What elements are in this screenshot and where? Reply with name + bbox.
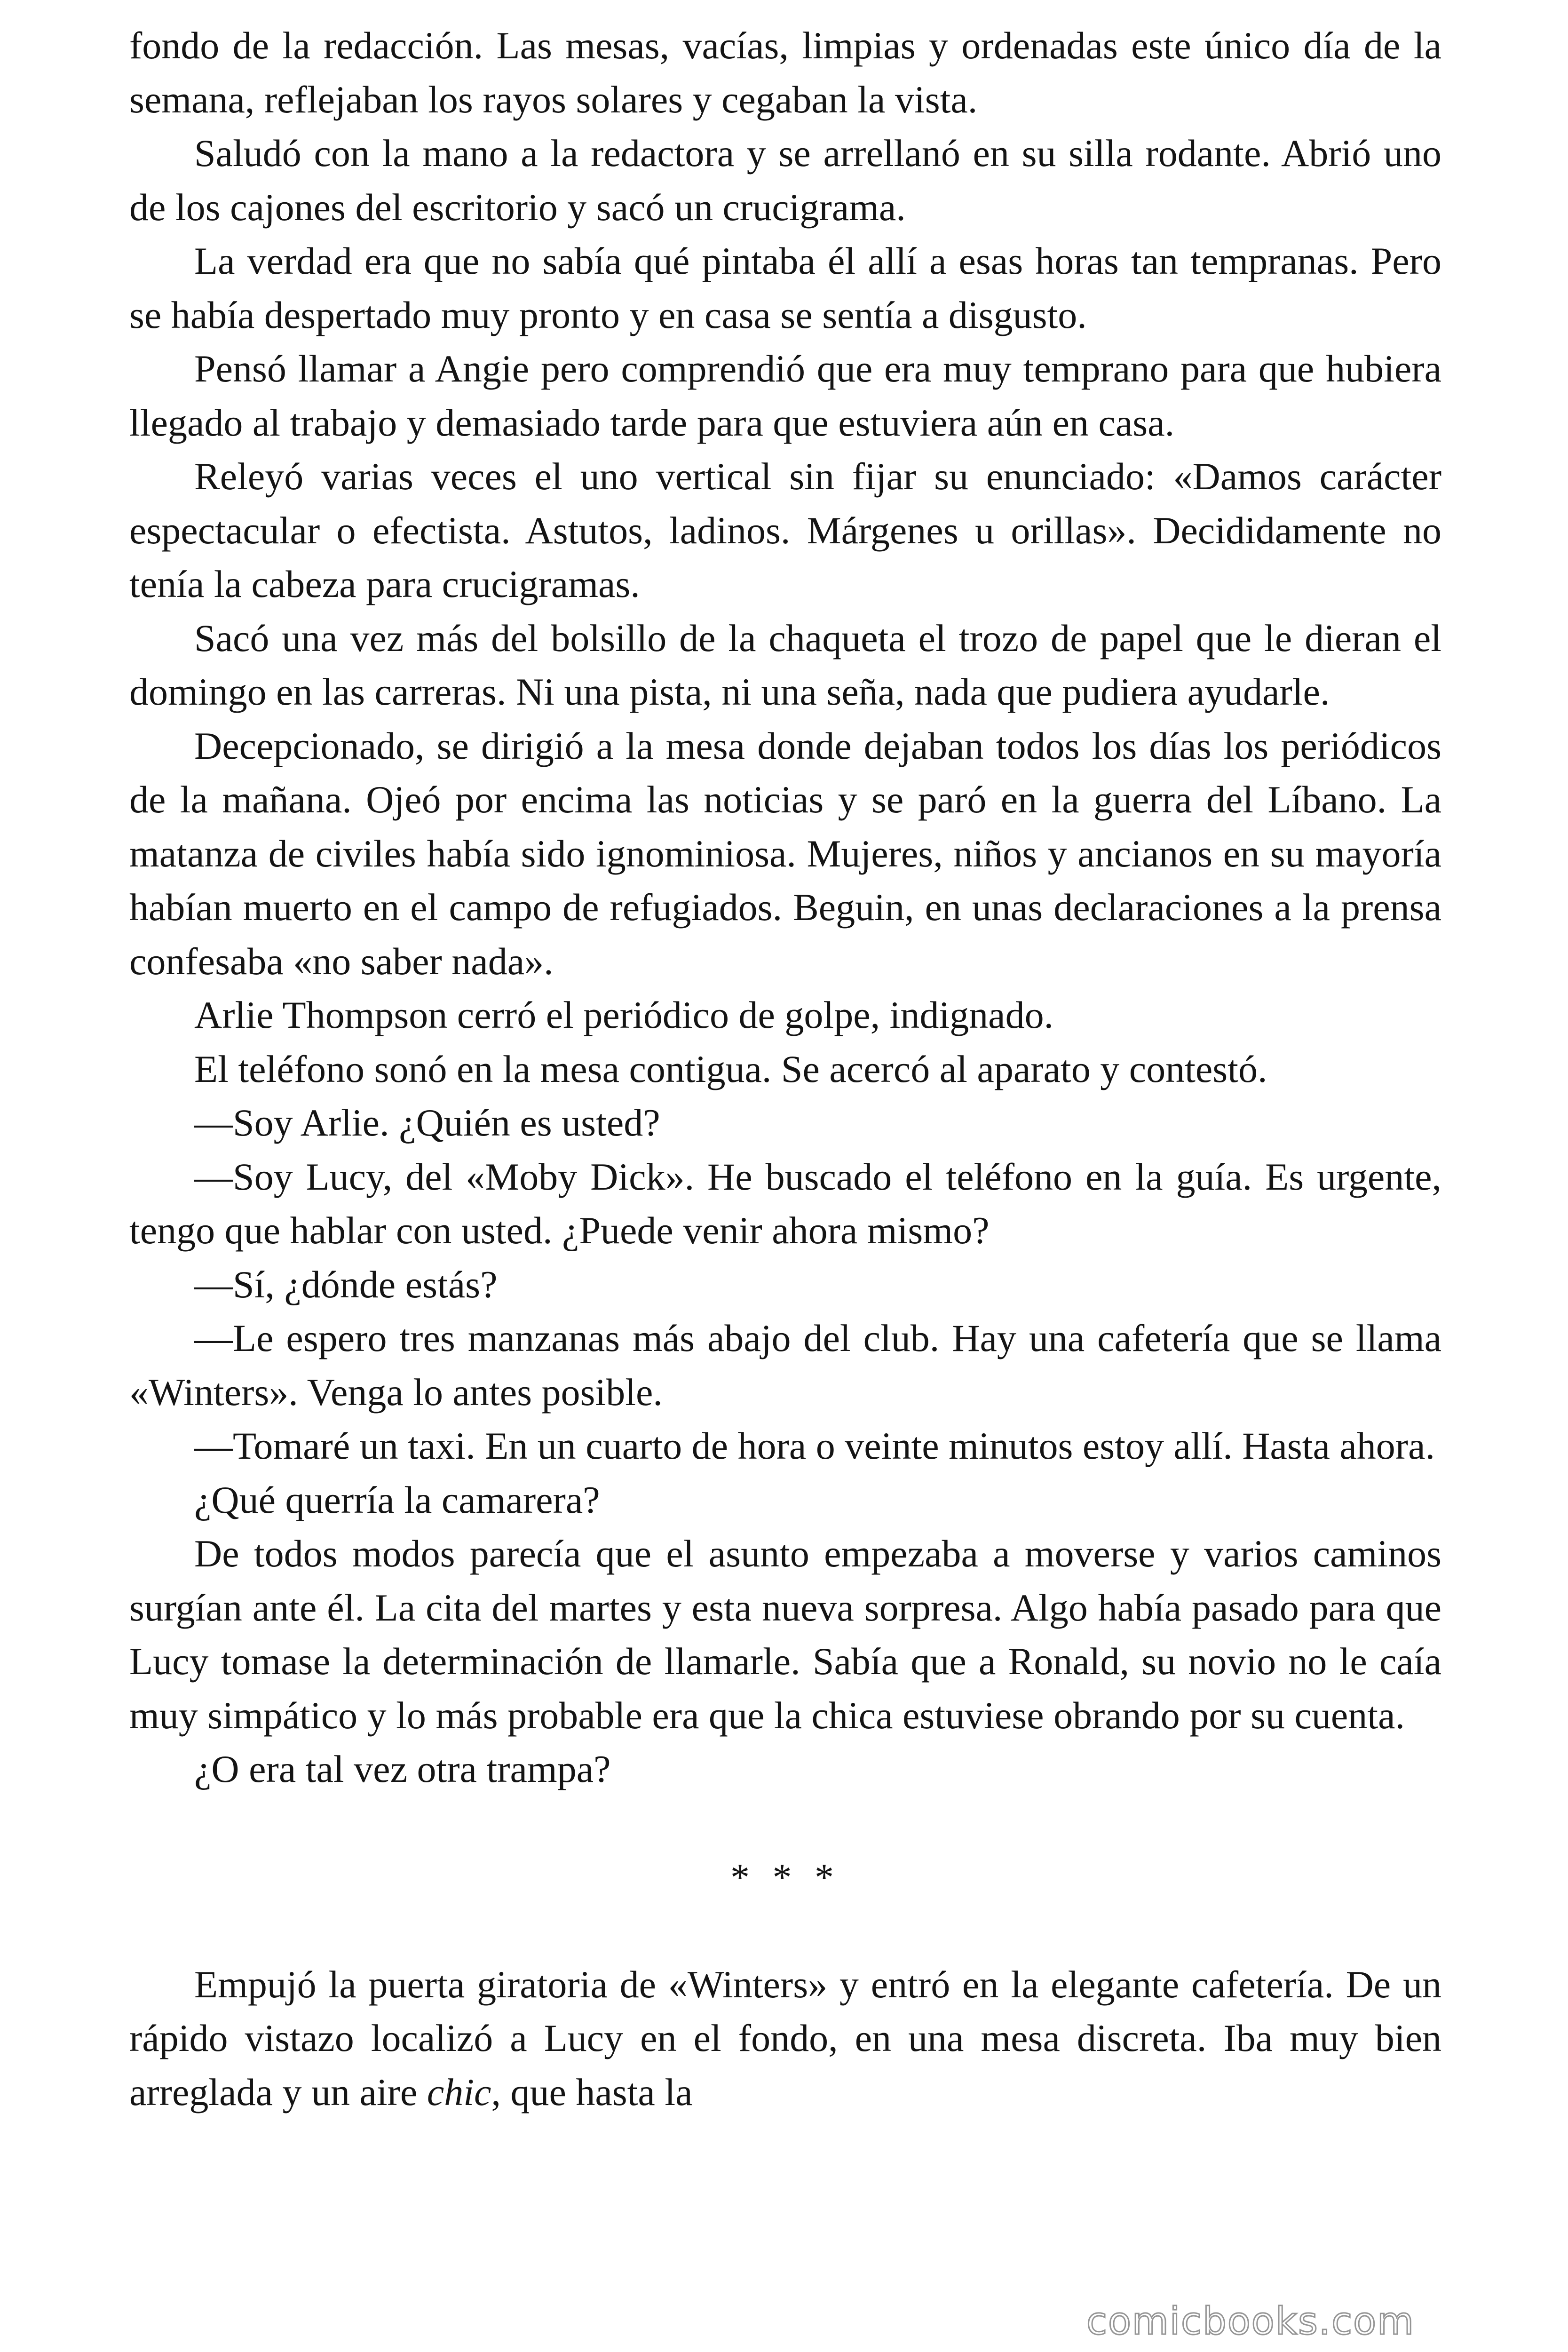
paragraph: fondo de la redacción. Las mesas, vacías, limpias y ordenadas este único día de la semana, reflejaban los rayos solares y cegaban la vista. — [129, 24, 1441, 121]
dialogue-line: —Soy Lucy, del «Moby Dick». He buscado el teléfono en la guía. Es urgente, tengo que hablar con usted. ¿Puede venir ahora mismo? — [129, 1155, 1441, 1252]
section-separator: * * * — [730, 1855, 840, 1899]
paragraph: Pensó llamar a Angie pero comprendió que era muy temprano para que hubiera llegado al trabajo y demasiado tarde para que estuviera aún en casa. — [129, 347, 1441, 444]
watermark: comicbooks.com — [1086, 2299, 1415, 2343]
paragraph: La verdad era que no sabía qué pintaba él allí a esas horas tan tempranas. Pero se había despertado muy pronto y en casa se sentía a disgusto. — [129, 239, 1441, 336]
paragraph-text: , que hasta la — [491, 2070, 693, 2114]
paragraph: ¿O era tal vez otra trampa? — [194, 1748, 611, 1790]
dialogue-line: —Le espero tres manzanas más abajo del club. Hay una cafetería que se llama «Winters». Venga lo antes posible. — [129, 1317, 1441, 1414]
paragraph: Decepcionado, se dirigió a la mesa donde dejaban todos los días los periódicos de la mañana. Ojeó por encima las noticias y se paró en la guerra del Líbano. La matanza de civiles había sido ignominiosa. Mujeres, niños y ancianos en su mayoría habían muerto en el campo de refugiados. Beguin, en unas declaraciones a la prensa confesaba «no saber nada». — [129, 724, 1441, 983]
paragraph: Saludó con la mano a la redactora y se arrellanó en su silla rodante. Abrió uno de los cajones del escritorio y sacó un crucigrama. — [129, 132, 1441, 229]
paragraph: Releyó varias veces el uno vertical sin fijar su enunciado: «Damos carácter espectacular o efectista. Astutos, ladinos. Márgenes u orillas». Decididamente no tenía la cabeza para crucigramas. — [129, 455, 1441, 605]
paragraph-text: Empujó la puerta giratoria de «Winters» y entró en la elegante cafetería. De un rápido vistazo localizó a Lucy en el fondo, en una mesa discreta. Iba muy bien arreglada y un aire — [129, 1963, 1441, 2114]
paragraph: Sacó una vez más del bolsillo de la chaqueta el trozo de papel que le dieran el domingo en las carreras. Ni una pista, ni una seña, nada que pudiera ayudarle. — [129, 616, 1441, 713]
dialogue-line: —Soy Arlie. ¿Quién es usted? — [194, 1101, 660, 1144]
paragraph: ¿Qué querría la camarera? — [194, 1478, 600, 1521]
paragraph: Arlie Thompson cerró el periódico de golpe, indignado. — [194, 993, 1054, 1036]
dialogue-line: —Sí, ¿dónde estás? — [194, 1263, 498, 1306]
paragraph: De todos modos parecía que el asunto empezaba a moverse y varios caminos surgían ante él. La cita del martes y esta nueva sorpresa. Algo había pasado para que Lucy tomase la determinación de llamarle. Sabía que a Ronald, su novio no le caía muy simpático y lo más probable era que la chica estuviese obrando por su cuenta. — [129, 1532, 1441, 1737]
book-page — [129, 19, 1441, 2119]
dialogue-line: —Tomaré un taxi. En un cuarto de hora o veinte minutos estoy allí. Hasta ahora. — [194, 1424, 1435, 1467]
paragraph: El teléfono sonó en la mesa contigua. Se acercó al aparato y contestó. — [194, 1047, 1267, 1090]
italic-word: chic — [427, 2070, 491, 2114]
paragraph — [129, 1958, 1441, 2120]
